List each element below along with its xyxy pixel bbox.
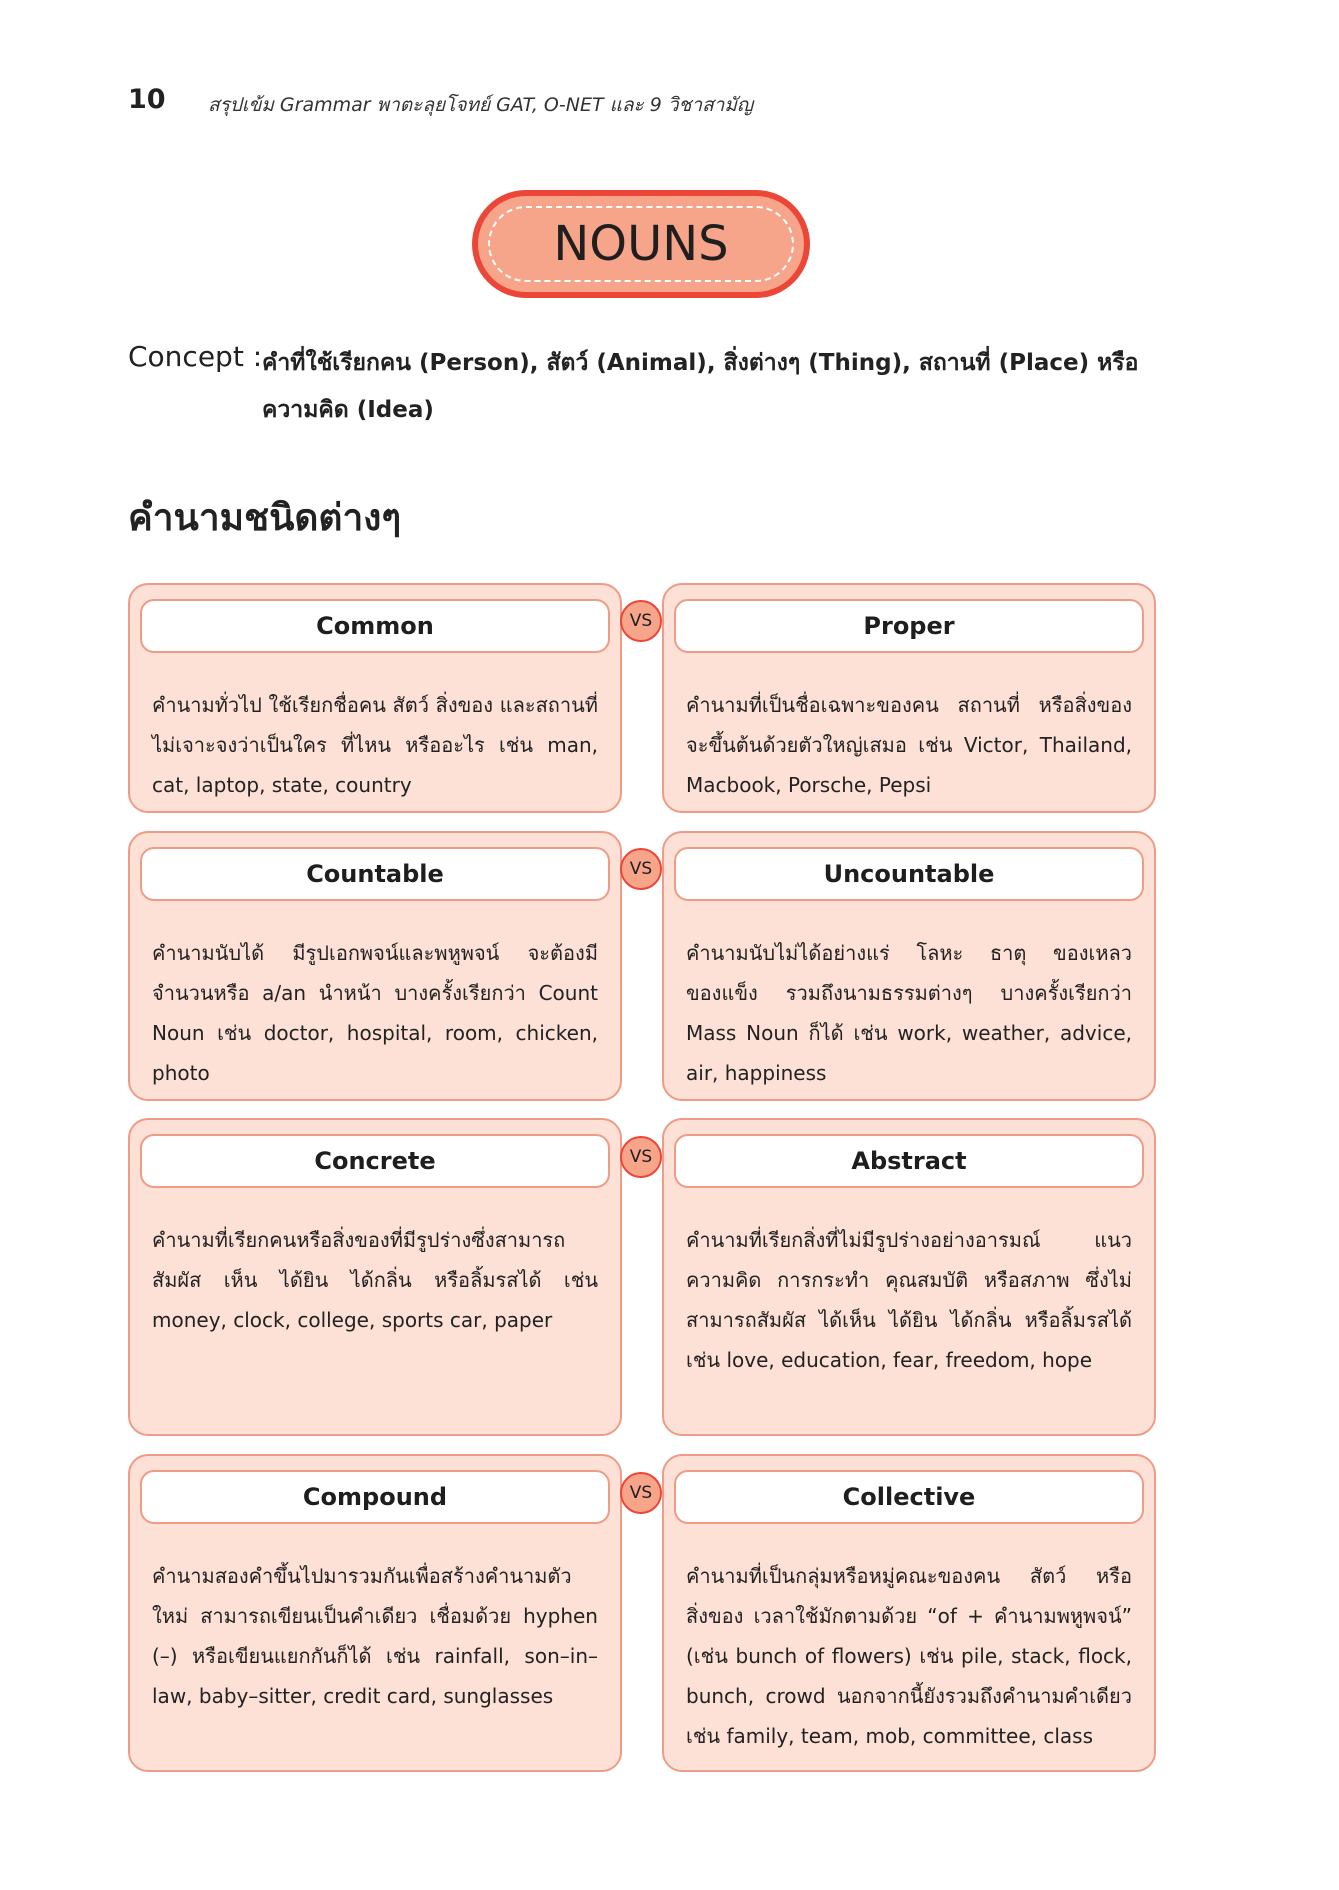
concept-label: Concept : [128,340,263,373]
card-collective [662,1454,1156,1772]
card-title: Concrete [140,1134,610,1188]
card-body: คำนามที่เป็นกลุ่มหรือหมู่คณะของคน สัตว์ หรือสิ่งของ เวลาใช้มักตามด้วย “of + คำนามพหูพจน์” (เช่น bunch of flowers) เช่น pile, stack, flock, bunch, crowd นอกจากนี้ยังรวมถึงคำนามคำเดียว เช่น family, team, mob, committee, class [686,1564,1132,1748]
card-body: คำนามที่เรียกสิ่งที่ไม่มีรูปร่างอย่างอารมณ์ แนวความคิด การกระทำ คุณสมบัติ หรือสภาพ ซึ่งไม่สามารถสัมผัส ได้เห็น ได้ยิน ได้กลิ่น หรือลิ้มรสได้ เช่น love, education, fear, freedom, hope [686,1228,1132,1372]
card-countable [128,831,622,1101]
page-title: NOUNS [553,216,729,272]
title-badge [472,190,810,298]
page-number: 10 [128,84,166,115]
section-heading: คำนามชนิดต่างๆ [128,496,402,539]
vs-badge: VS [620,600,662,642]
card-uncountable [662,831,1156,1101]
concept-definition: คำที่ใช้เรียกคน (Person), สัตว์ (Animal), สิ่งต่างๆ (Thing), สถานที่ (Place) หรือความคิด (Idea) [262,350,1139,423]
card-common [128,583,622,813]
card-title: Proper [674,599,1144,653]
card-title: Compound [140,1470,610,1524]
card-title: Uncountable [674,847,1144,901]
running-header: สรุปเข้ม Grammar พาตะลุยโจทย์ GAT, O-NET และ 9 วิชาสามัญ [208,94,754,116]
card-body: คำนามสองคำขึ้นไปมารวมกันเพื่อสร้างคำนามตัวใหม่ สามารถเขียนเป็นคำเดียว เชื่อมด้วย hyphen (–) หรือเขียนแยกกันก็ได้ เช่น rainfall, son–in–law, baby–sitter, credit card, sunglasses [152,1564,598,1708]
card-body: คำนามนับไม่ได้อย่างแร่ โลหะ ธาตุ ของเหลว ของแข็ง รวมถึงนามธรรมต่างๆ บางครั้งเรียกว่า Mass Noun ก็ได้ เช่น work, weather, advice, air, happiness [686,941,1132,1085]
card-title: Collective [674,1470,1144,1524]
card-title: Abstract [674,1134,1144,1188]
card-body: คำนามนับได้ มีรูปเอกพจน์และพหูพจน์ จะต้องมีจำนวนหรือ a/an นำหน้า บางครั้งเรียกว่า Count Noun เช่น doctor, hospital, room, chicken, photo [152,941,598,1085]
vs-badge: VS [620,1472,662,1514]
card-body: คำนามที่เป็นชื่อเฉพาะของคน สถานที่ หรือสิ่งของ จะขึ้นต้นด้วยตัวใหญ่เสมอ เช่น Victor, Thailand, Macbook, Porsche, Pepsi [686,693,1132,797]
card-title: Common [140,599,610,653]
vs-badge: VS [620,848,662,890]
card-concrete [128,1118,622,1436]
card-compound [128,1454,622,1772]
vs-badge: VS [620,1136,662,1178]
card-abstract [662,1118,1156,1436]
card-body: คำนามที่เรียกคนหรือสิ่งของที่มีรูปร่างซึ่งสามารถสัมผัส เห็น ได้ยิน ได้กลิ่น หรือลิ้มรสได้ เช่น money, clock, college, sports car, paper [152,1228,598,1332]
card-proper [662,583,1156,813]
card-body: คำนามทั่วไป ใช้เรียกชื่อคน สัตว์ สิ่งของ และสถานที่ ไม่เจาะจงว่าเป็นใคร ที่ไหน หรืออะไร เช่น man, cat, laptop, state, country [152,693,598,797]
card-title: Countable [140,847,610,901]
